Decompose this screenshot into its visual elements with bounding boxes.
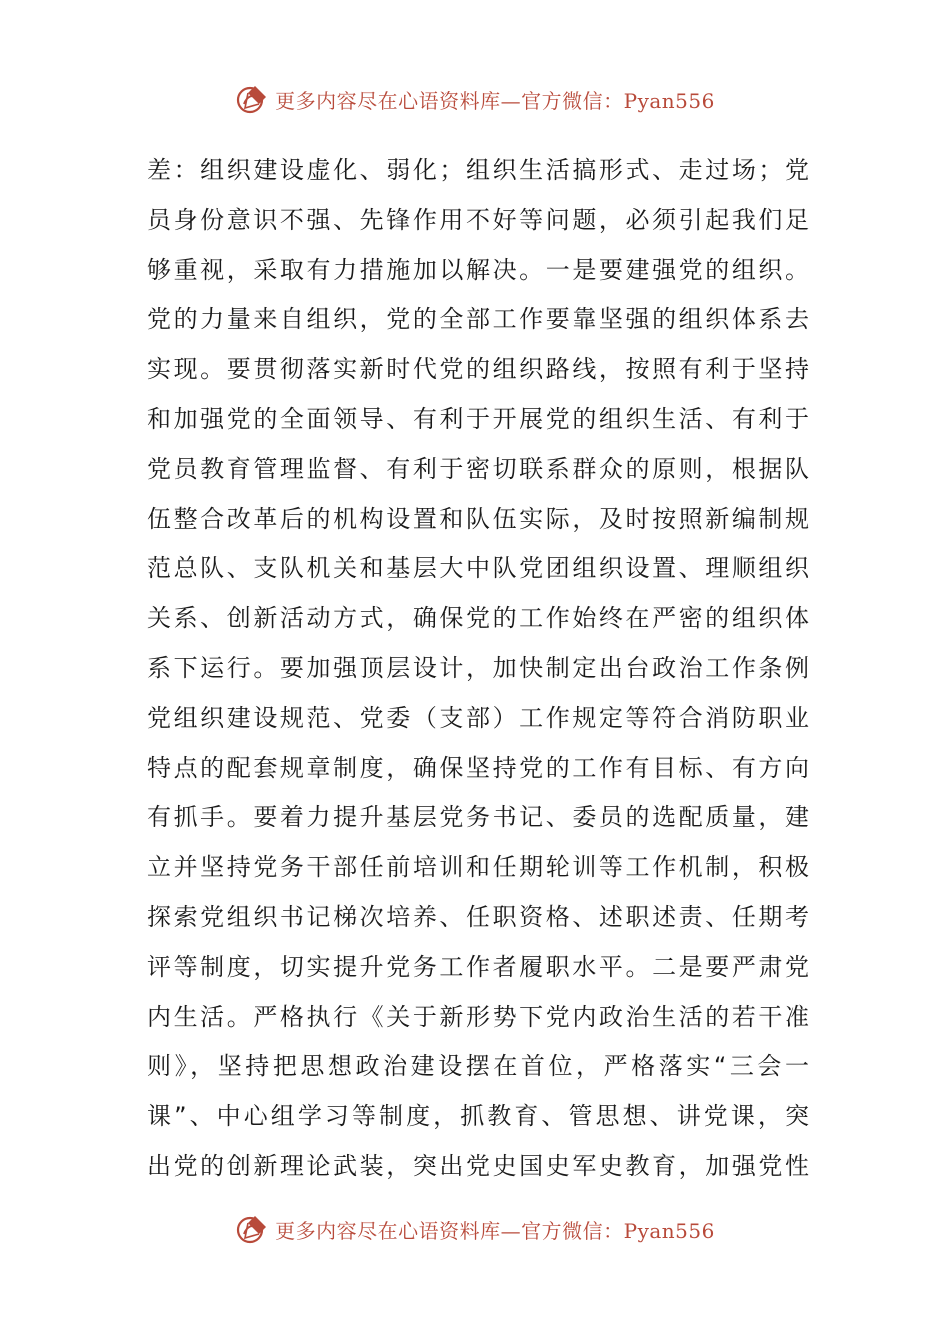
body-line: 课”、中心组学习等制度，抓教育、管思想、讲党课，突	[147, 1102, 809, 1131]
pen-seal-logo-icon	[235, 82, 269, 116]
body-line: 关系、创新活动方式，确保党的工作始终在严密的组织体	[147, 604, 809, 633]
body-line: 和加强党的全面领导、有利于开展党的组织生活、有利于	[147, 404, 809, 433]
body-line: 出党的创新理论武装，突出党史国史军史教育，加强党性	[147, 1151, 809, 1180]
body-line: 探索党组织书记梯次培养、任职资格、述职述责、任期考	[147, 902, 809, 931]
body-line: 够重视，采取有力措施加以解决。一是要建强党的组织。	[147, 255, 809, 284]
body-line: 员身份意识不强、先锋作用不好等问题，必须引起我们足	[147, 205, 809, 234]
body-line: 特点的配套规章制度，确保坚持党的工作有目标、有方向	[147, 753, 809, 782]
footer-banner	[0, 1212, 950, 1246]
pen-seal-logo-icon	[235, 1212, 269, 1246]
body-line: 评等制度，切实提升党务工作者履职水平。二是要严肃党	[147, 952, 809, 981]
body-line: 内生活。严格执行《关于新形势下党内政治生活的若干准	[147, 1002, 809, 1031]
body-line: 伍整合改革后的机构设置和队伍实际，及时按照新编制规	[147, 504, 809, 533]
body-line: 有抓手。要着力提升基层党务书记、委员的选配质量，建	[147, 803, 809, 832]
body-line: 党的力量来自组织，党的全部工作要靠坚强的组织体系去	[147, 305, 809, 334]
header-banner	[0, 82, 950, 116]
body-line: 则》，坚持把思想政治建设摆在首位，严格落实“三会一	[147, 1052, 809, 1081]
body-line: 实现。要贯彻落实新时代党的组织路线，按照有利于坚持	[147, 355, 809, 384]
document-body	[147, 146, 809, 1192]
body-line: 差：组织建设虚化、弱化；组织生活搞形式、走过场；党	[147, 156, 809, 184]
footer-text: 更多内容尽在心语资料库—官方微信：Pyan556	[275, 1218, 715, 1243]
body-line: 党员教育管理监督、有利于密切联系群众的原则，根据队	[147, 454, 809, 483]
body-line: 范总队、支队机关和基层大中队党团组织设置、理顺组织	[147, 554, 809, 583]
body-line: 党组织建设规范、党委（支部）工作规定等符合消防职业	[147, 703, 809, 732]
body-line: 系下运行。要加强顶层设计，加快制定出台政治工作条例	[147, 653, 809, 682]
header-text: 更多内容尽在心语资料库—官方微信：Pyan556	[275, 88, 715, 113]
body-line: 立并坚持党务干部任前培训和任期轮训等工作机制，积极	[147, 853, 809, 882]
